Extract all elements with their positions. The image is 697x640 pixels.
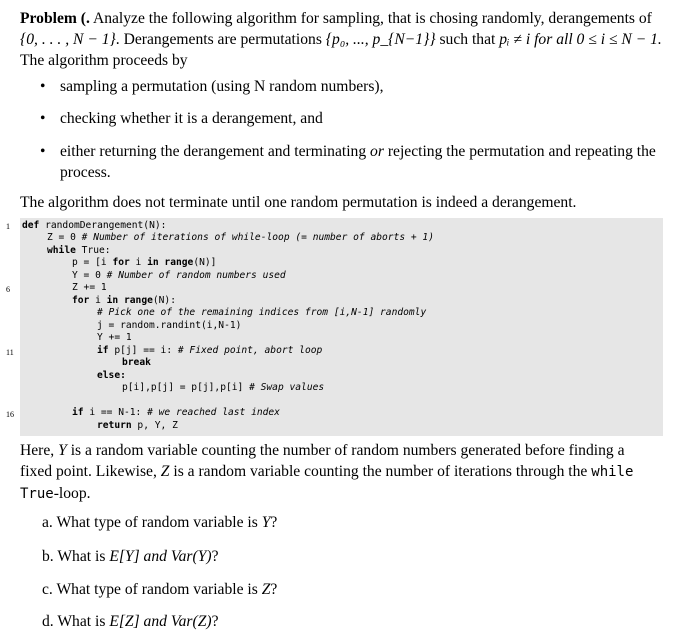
code-line: j = random.randint(i,N-1)	[97, 320, 242, 331]
bullet-text: sampling a permutation (using N random numbers),	[60, 78, 384, 95]
bullet-dot-icon: •	[40, 143, 46, 160]
line-number: 1	[6, 222, 10, 231]
line-number: 16	[6, 410, 14, 419]
code-line: p = [i for i in range(N)]	[72, 257, 217, 268]
question-c: c. What type of random variable is Z?	[42, 581, 278, 598]
question-b: b. What is E[Y] and Var(Y)?	[42, 548, 219, 565]
bullet-text	[60, 141, 663, 183]
bullet3-part2: rejecting the permutation and repeating the	[387, 143, 656, 160]
problem-number: (.	[80, 10, 90, 27]
code-line: for i in range(N):	[72, 295, 176, 306]
line-number: 6	[6, 285, 10, 294]
bullet-dot-icon: •	[40, 110, 46, 127]
bullet3-part3: process.	[60, 164, 111, 181]
intro-set: {0, . . . , N − 1}	[20, 31, 116, 48]
code-line: Y += 1	[97, 332, 132, 343]
code-line: break	[122, 357, 151, 368]
problem-intro	[20, 8, 665, 71]
bullet3-or: or	[370, 143, 384, 160]
code-line: if p[j] == i: # Fixed point, abort loop	[97, 345, 323, 356]
code-line: else:	[97, 370, 126, 381]
bullet-text: checking whether it is a derangement, and	[60, 110, 323, 127]
code-line: p[i],p[j] = p[j],p[i] # Swap values	[122, 382, 325, 393]
problem-label: Problem	[20, 10, 77, 27]
intro-line3: The algorithm proceeds by	[20, 52, 188, 69]
code-line: while True:	[47, 245, 111, 256]
code-line: def randomDerangement(N):	[22, 220, 167, 231]
intro-line1: Analyze the following algorithm for sampling, that is chosing randomly, derangements of	[92, 10, 652, 27]
intro-perm: {p₀, ..., p_{N−1}}	[325, 31, 436, 48]
code-line: return p, Y, Z	[97, 420, 178, 431]
intro-line2a: . Derangements are permutations	[115, 31, 322, 48]
code-block	[6, 218, 663, 436]
code-line: # Pick one of the remaining indices from [i,N-1] randomly	[97, 307, 427, 318]
code-line: Z = 0 # Number of iterations of while-loop (= number of aborts + 1)	[47, 232, 434, 243]
code-line: if i == N-1: # we reached last index	[72, 407, 280, 418]
code-line: Y = 0 # Number of random numbers used	[72, 270, 286, 281]
intro-cond: pᵢ ≠ i for all 0 ≤ i ≤ N − 1.	[499, 31, 662, 48]
bullet-dot-icon: •	[40, 78, 46, 95]
termination-note: The algorithm does not terminate until one random permutation is indeed a derangement.	[20, 194, 577, 211]
bullet3-part1: either returning the derangement and terminating	[60, 143, 367, 160]
code-line: Z += 1	[72, 282, 107, 293]
variables-description: Here, Y is a random variable counting the number of random numbers generated before finding a fixed point. Likewise, Z is a random variable counting the number of iterations through the while True-loop.	[20, 442, 634, 502]
intro-line2b: such that	[439, 31, 496, 48]
line-number: 11	[6, 348, 14, 357]
question-d: d. What is E[Z] and Var(Z)?	[42, 613, 219, 630]
question-a: a. What type of random variable is Y?	[42, 514, 278, 531]
